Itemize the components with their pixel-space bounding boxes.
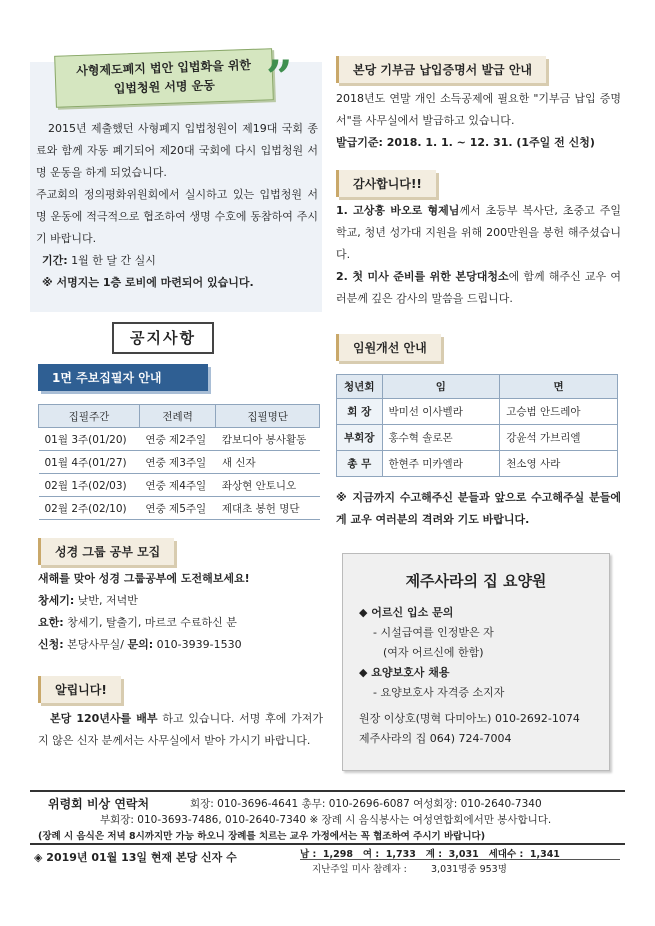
thanks-title: 감사합니다!! — [336, 170, 436, 197]
duty-cell: 제대초 봉헌 명단 — [216, 497, 320, 520]
bible-title: 성경 그룹 공부 모집 — [38, 538, 174, 565]
duty-cell: 연중 제2주일 — [139, 428, 215, 451]
duty-cell: 연중 제4주일 — [139, 474, 215, 497]
officers-cell: 부회장 — [337, 425, 383, 451]
officers-header: 청년회 — [337, 375, 383, 399]
donation-section-title — [336, 56, 546, 83]
bible-l3-value: 본당사무실/ — [67, 638, 124, 651]
bible-l3-label2: 문의: — [127, 638, 154, 651]
care-contact2: 제주사라의 집 064) 724-7004 — [359, 732, 512, 745]
care-contact1: 원장 이상호(명혁 다미아노) 010-2692-1074 — [359, 712, 580, 725]
table-row — [337, 399, 618, 425]
announce-title: 알립니다! — [38, 676, 121, 703]
duty-cell: 01월 3주(01/20) — [39, 428, 140, 451]
stats-row: 남 : 1,298 여 : 1,733 계 : 3,031 세대수 : 1,341 — [300, 849, 560, 860]
officers-cell: 박미선 이사벨라 — [382, 399, 500, 425]
footer-divider — [30, 843, 625, 845]
donation-criteria: 발급기준: 2018. 1. 1. ~ 12. 31. (1주일 전 신청) — [336, 136, 595, 149]
petition-banner-line2: 입법청원 서명 운동 — [113, 78, 216, 96]
donation-body — [336, 88, 621, 154]
duty-section-title — [38, 364, 208, 391]
stats-divider — [300, 859, 620, 860]
duty-cell: 02월 2주(02/10) — [39, 497, 140, 520]
thanks-section-title — [336, 170, 436, 197]
period-value: 1월 한 달 간 실시 — [71, 254, 156, 267]
petition-banner — [54, 48, 274, 108]
table-row — [337, 451, 618, 477]
quote-mark-icon: ” — [266, 50, 293, 104]
bible-l1-value: 낮반, 저녁반 — [77, 594, 138, 607]
bible-l2-label: 요한: — [38, 616, 64, 629]
officers-title: 임원개선 안내 — [336, 334, 441, 361]
table-row — [39, 428, 320, 451]
care-h1-a: - 시설급여를 인정받은 자 — [373, 626, 494, 639]
officers-note: ※ 지금까지 수고해주신 분들과 앞으로 수고해주실 분들에게 교우 여러분의 격려와 기도 바랍니다. — [336, 491, 621, 526]
officers-cell: 총 무 — [337, 451, 383, 477]
duty-cell: 좌상현 안토니오 — [216, 474, 320, 497]
petition-body — [36, 118, 318, 294]
donation-title: 본당 기부금 납입증명서 발급 안내 — [336, 56, 546, 83]
duty-cell: 새 신자 — [216, 451, 320, 474]
period-label: 기간: — [42, 254, 68, 267]
officers-cell: 회 장 — [337, 399, 383, 425]
thanks-body — [336, 200, 621, 310]
notice-title: 공지사항 — [112, 322, 214, 354]
announce-section-title — [38, 676, 121, 703]
table-row — [39, 474, 320, 497]
care-h1-b: (여자 어르신에 한함) — [383, 646, 484, 659]
petition-banner-line1: 사형제도폐지 법안 입법화을 위한 — [76, 57, 252, 79]
officers-cell: 홍수혁 솔로몬 — [382, 425, 500, 451]
officers-header: 면 — [500, 375, 618, 399]
attend-row: 지난주일 미사 참례자 : 3,031명중 953명 — [312, 864, 507, 875]
duty-cell: 01월 4주(01/27) — [39, 451, 140, 474]
thanks-item1-rest: 께서 초등부 복사단, 초중고 주일학교, 청년 성가대 지원을 위해 200만원을 봉헌 해주셨습니다. — [336, 204, 621, 261]
bible-section-title — [38, 538, 174, 565]
duty-table — [38, 404, 320, 520]
officers-cell: 강윤석 가브리엘 — [500, 425, 618, 451]
footer-divider — [30, 790, 625, 792]
officers-cell: 천소영 사라 — [500, 451, 618, 477]
petition-note: ※ 서명지는 1층 로비에 마련되어 있습니다. — [42, 276, 254, 289]
petition-para1: 2015년 제출했던 사형폐지 입법청원이 제19대 국회 종료와 함께 자동 폐기되어 제20대 국회에 다시 입법청원 서명 운동을 하게 되었습니다. — [36, 122, 318, 179]
thanks-item2-rest: 에 함께 해주신 교우 여러분께 깊은 감사의 말씀을 드립니다. — [336, 270, 621, 305]
duty-cell: 캄보디아 봉사활동 — [216, 428, 320, 451]
bible-l2-value: 창세기, 탈출기, 마르코 수료하신 분 — [67, 616, 237, 629]
duty-header: 전례력 — [139, 405, 215, 428]
care-h2: ◆ 요양보호사 채용 — [359, 666, 450, 679]
duty-cell: 연중 제5주일 — [139, 497, 215, 520]
bible-l3-label: 신청: — [38, 638, 64, 651]
bible-l3-value2: 010-3939-1530 — [156, 638, 242, 651]
announce-rest: 하고 있습니다. 서명 후에 가져가지 않은 신자 분께서는 사무실에서 받아 가시기 바랍니다. — [38, 712, 323, 747]
announce-bold: 본당 120년사를 배부 — [50, 712, 158, 725]
petition-para2: 주교회의 정의평화위원회에서 실시하고 있는 입법청원 서명 운동에 적극적으로 협조하여 생명 수호에 동참하여 주시기 바랍니다. — [36, 188, 318, 245]
care-h1: ◆ 어르신 입소 문의 — [359, 606, 454, 619]
bible-l1-label: 창세기: — [38, 594, 75, 607]
table-row — [39, 497, 320, 520]
footer-line2: 부회장: 010-3693-7486, 010-2640-7340 ※ 장례 시 음식봉사는 여성연합회에서만 봉사합니다. — [100, 814, 552, 826]
officers-header: 임 — [382, 375, 500, 399]
footer-line3: (장례 시 음식은 저녁 8시까지만 가능 하오니 장례를 치르는 교우 가정에서는 꼭 협조하여 주시기 바랍니다) — [38, 831, 486, 842]
duty-header: 집필명단 — [216, 405, 320, 428]
officers-note-wrap — [336, 487, 621, 531]
officers-table — [336, 374, 618, 477]
care-h2-a: - 요양보호사 자격증 소지자 — [373, 686, 505, 699]
duty-cell: 연중 제3주일 — [139, 451, 215, 474]
care-home-box — [342, 553, 610, 771]
officers-cell: 고승범 안드레아 — [500, 399, 618, 425]
donation-text: 2018년도 연말 개인 소득공제에 필요한 "기부금 납입 증명서"를 사무실에서 발급하고 있습니다. — [336, 92, 621, 127]
announce-body — [38, 708, 323, 752]
footer-line1: 회장: 010-3696-4641 총무: 010-2696-6087 여성회장: 010-2640-7340 — [190, 798, 542, 810]
thanks-item2-bold: 2. 첫 미사 준비를 위한 본당대청소 — [336, 270, 509, 283]
care-title: 제주사라의 집 요양원 — [405, 572, 547, 590]
duty-cell: 02월 1주(02/03) — [39, 474, 140, 497]
thanks-item1-bold: 1. 고상흥 바오로 형제님 — [336, 204, 460, 217]
bible-headline: 새해를 맞아 성경 그룹공부에 도전해보세요! — [38, 572, 250, 585]
table-row — [337, 425, 618, 451]
table-row — [39, 451, 320, 474]
duty-header: 집필주간 — [39, 405, 140, 428]
stats-title: ◈ 2019년 01월 13일 현재 본당 신자 수 — [34, 851, 237, 864]
bible-body — [38, 568, 323, 656]
duty-title: 1면 주보집필자 안내 — [38, 364, 208, 391]
footer-title: 위령회 비상 연락처 — [48, 797, 150, 811]
officers-section-title — [336, 334, 441, 361]
officers-cell: 한현주 미카엘라 — [382, 451, 500, 477]
